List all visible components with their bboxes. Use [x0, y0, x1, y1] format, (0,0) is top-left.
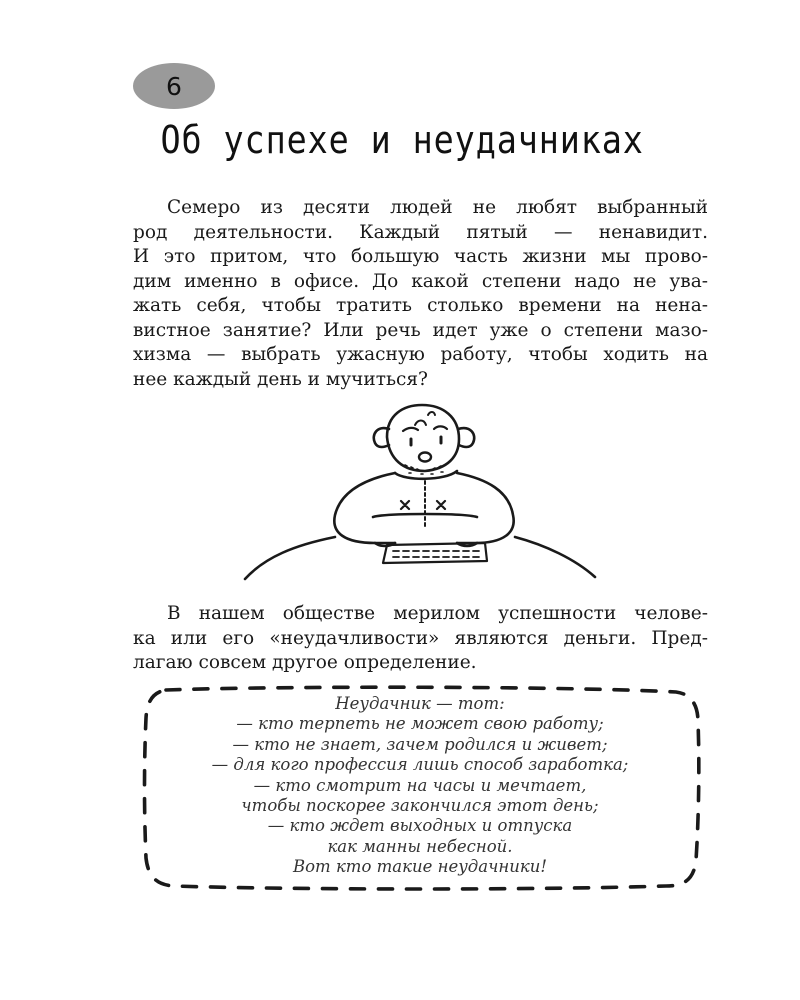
quote-line: — кто смотрит на часы и мечтает,	[253, 775, 587, 795]
mouth	[419, 453, 431, 462]
paragraph-line: род деятельности. Каждый пятый — ненавидит.	[133, 221, 708, 243]
left-arm	[334, 473, 395, 543]
eyebrows	[403, 426, 447, 431]
quote-line: — кто ждет выходных и отпуска	[267, 816, 573, 836]
quote-line: чтобы поскорее закончился этот день;	[241, 796, 599, 816]
chapter-number: 6	[166, 71, 182, 101]
quote-line: — для кого профессия лишь способ заработка;	[211, 755, 629, 775]
paragraph-line: хизма — выбрать ужасную работу, чтобы ходить на	[133, 344, 708, 365]
paragraph-line: лагаю совсем другое определение.	[133, 652, 477, 673]
man-at-keyboard-illustration	[225, 395, 605, 595]
quote-line: — кто терпеть не может свою работу;	[236, 714, 604, 734]
paragraph-definition	[133, 602, 708, 676]
paragraph-line: ка или его «неудачливости» являются деньги. Пред-	[133, 627, 708, 649]
hair-marks	[415, 412, 435, 425]
keyboard-keys	[393, 551, 479, 557]
paragraph-line: В нашем обществе мерилом успешности челове-	[167, 603, 708, 624]
paragraph-line: Семеро из десяти людей не любят выбранный	[167, 197, 708, 218]
chapter-number-badge	[133, 63, 215, 109]
chapter-title: Об успехе и неудачниках	[160, 118, 644, 162]
right-arm	[457, 473, 514, 543]
paragraph-line: вистное занятие? Или речь идет уже о степени мазо-	[133, 319, 708, 341]
failure-definition-quote	[150, 694, 690, 878]
paragraph-line: нее каждый день и мучиться?	[133, 368, 428, 390]
quote-line: как манны небесной.	[327, 836, 513, 856]
paragraph-intro	[133, 196, 708, 392]
quote-line: Вот кто такие неудачники!	[293, 857, 547, 877]
shirt-marks	[401, 501, 445, 509]
paragraph-line: И это притом, что большую часть жизни мы прово-	[133, 246, 708, 267]
right-ear	[458, 428, 474, 447]
eyes	[411, 437, 441, 445]
quote-line: — кто не знает, зачем родился и живет;	[232, 734, 608, 754]
paragraph-line: жать себя, чтобы тратить столько времени на нена-	[133, 295, 708, 316]
paragraph-line: дим именно в офисе. До какой степени надо не ува-	[133, 270, 708, 292]
quote-line: Неудачник — тот:	[335, 694, 505, 713]
